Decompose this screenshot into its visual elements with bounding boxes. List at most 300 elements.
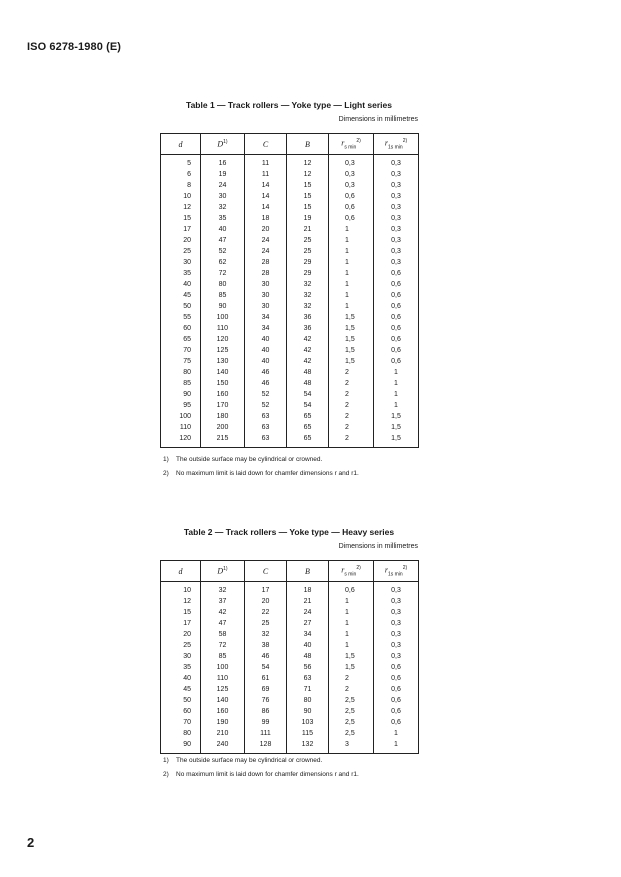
table-cell: 0,3 [374, 629, 419, 640]
table-cell: 12 [287, 169, 329, 180]
table-cell: 1,5 [329, 345, 374, 356]
table-cell: 1 [329, 224, 374, 235]
table-cell: 0,6 [374, 662, 419, 673]
table-cell: 85 [201, 290, 245, 301]
table1-block [160, 100, 418, 448]
table-cell: 1 [329, 279, 374, 290]
table-cell: 46 [245, 651, 287, 662]
table-row [161, 582, 419, 597]
table-cell: 2 [329, 378, 374, 389]
table-cell: 1 [329, 629, 374, 640]
table-cell: 1 [329, 246, 374, 257]
table-cell: 1 [329, 290, 374, 301]
table-cell: 30 [245, 279, 287, 290]
table-cell: 0,3 [374, 618, 419, 629]
table-cell: 90 [183, 391, 191, 398]
table-cell: 140 [201, 695, 245, 706]
table1-units: Dimensions in millimetres [338, 116, 418, 123]
table-cell: 11 [245, 155, 287, 170]
table-cell: 120 [179, 435, 191, 442]
table-cell: 30 [183, 653, 191, 660]
table1-note-1: 1) The outside surface may be cylindrical or crowned. [163, 456, 323, 463]
table-cell: 50 [183, 697, 191, 704]
table-cell: 28 [245, 257, 287, 268]
table-cell: 130 [201, 356, 245, 367]
table-cell: 62 [201, 257, 245, 268]
table-cell: 80 [287, 695, 329, 706]
table-row [161, 323, 419, 334]
table-cell: 15 [183, 215, 191, 222]
table-cell: 48 [287, 367, 329, 378]
table-cell: 30 [245, 301, 287, 312]
table-row [161, 695, 419, 706]
table-row [161, 651, 419, 662]
table-cell: 128 [245, 739, 287, 754]
table-cell: 0,3 [374, 213, 419, 224]
table-cell: 85 [183, 380, 191, 387]
table-cell: 0,3 [374, 202, 419, 213]
table-cell: 24 [245, 246, 287, 257]
table-cell: 76 [245, 695, 287, 706]
table-cell: 25 [245, 618, 287, 629]
table-cell: 61 [245, 673, 287, 684]
table-cell: 12 [287, 155, 329, 170]
table-row [161, 673, 419, 684]
table-cell: 12 [183, 204, 191, 211]
table-cell: 32 [287, 290, 329, 301]
table-cell: 140 [201, 367, 245, 378]
table-cell: 215 [201, 433, 245, 448]
table-cell: 110 [201, 323, 245, 334]
table-cell: 1,5 [329, 651, 374, 662]
table-cell: 30 [183, 259, 191, 266]
table-cell: 100 [201, 662, 245, 673]
table-row [161, 618, 419, 629]
table2-col-D: $D^{1)}$ [201, 561, 245, 582]
table-cell: 72 [201, 640, 245, 651]
table-cell: 0,3 [374, 169, 419, 180]
table-cell: 100 [201, 312, 245, 323]
table2-body [161, 582, 419, 754]
table-cell: 29 [287, 268, 329, 279]
table-cell: 80 [201, 279, 245, 290]
table-cell: 70 [183, 347, 191, 354]
table-row [161, 607, 419, 618]
table-cell: 2,5 [329, 695, 374, 706]
table2-block [160, 527, 418, 754]
table-cell: 0,3 [374, 640, 419, 651]
table-cell: 15 [287, 191, 329, 202]
table-cell: 0,3 [374, 257, 419, 268]
table-cell: 0,6 [374, 673, 419, 684]
table-cell: 18 [245, 213, 287, 224]
table-cell: 32 [287, 279, 329, 290]
table-cell: 2 [329, 389, 374, 400]
table-row [161, 411, 419, 422]
table-cell: 0,6 [374, 334, 419, 345]
table-cell: 34 [245, 323, 287, 334]
table-row [161, 268, 419, 279]
table-cell: 0,6 [374, 695, 419, 706]
table-cell: 0,3 [374, 235, 419, 246]
table-cell: 0,6 [374, 706, 419, 717]
table-cell: 63 [245, 433, 287, 448]
table-cell: 0,3 [374, 596, 419, 607]
table-cell: 0,3 [374, 607, 419, 618]
table-cell: 32 [201, 582, 245, 597]
table-cell: 2 [329, 411, 374, 422]
table2-col-C: C [245, 561, 287, 582]
table-row [161, 367, 419, 378]
table-cell: 40 [245, 334, 287, 345]
table2-notes [163, 757, 359, 785]
table-cell: 0,6 [374, 279, 419, 290]
table2 [160, 560, 419, 754]
table-cell: 20 [245, 596, 287, 607]
table-cell: 1 [374, 400, 419, 411]
table-cell: 45 [183, 686, 191, 693]
table-cell: 2 [329, 367, 374, 378]
table2-col-rs-min: $r_{s min}^{2)}$ [329, 561, 374, 582]
table-cell: 48 [287, 651, 329, 662]
table-cell: 170 [201, 400, 245, 411]
table-cell: 2 [329, 422, 374, 433]
table-cell: 29 [287, 257, 329, 268]
table-row [161, 224, 419, 235]
table-cell: 58 [201, 629, 245, 640]
table-cell: 25 [287, 235, 329, 246]
table-row [161, 334, 419, 345]
table-cell: 20 [183, 237, 191, 244]
table-cell: 0,3 [374, 582, 419, 597]
table-cell: 1 [329, 257, 374, 268]
table-cell: 1 [329, 607, 374, 618]
table-cell: 1 [374, 739, 419, 754]
table-cell: 17 [183, 226, 191, 233]
table-row [161, 191, 419, 202]
table-cell: 120 [201, 334, 245, 345]
table-row [161, 422, 419, 433]
table-cell: 1 [374, 378, 419, 389]
table-row [161, 717, 419, 728]
table-cell: 17 [245, 582, 287, 597]
table-cell: 80 [183, 369, 191, 376]
table-cell: 14 [245, 180, 287, 191]
table-cell: 2,5 [329, 717, 374, 728]
table-cell: 86 [245, 706, 287, 717]
table-cell: 14 [245, 202, 287, 213]
table-row [161, 684, 419, 695]
table-row [161, 301, 419, 312]
table-row [161, 155, 419, 170]
table-cell: 2 [329, 684, 374, 695]
table-cell: 18 [287, 582, 329, 597]
table-cell: 1 [329, 618, 374, 629]
table-cell: 0,6 [329, 191, 374, 202]
table-cell: 32 [245, 629, 287, 640]
table-cell: 63 [245, 422, 287, 433]
table1-col-d: d [161, 134, 201, 155]
table-cell: 0,6 [329, 202, 374, 213]
table-cell: 35 [183, 270, 191, 277]
table-cell: 132 [287, 739, 329, 754]
table-cell: 27 [287, 618, 329, 629]
table-row [161, 180, 419, 191]
table-cell: 6 [187, 171, 191, 178]
table-cell: 1,5 [374, 411, 419, 422]
table-cell: 20 [183, 631, 191, 638]
document-header: ISO 6278-1980 (E) [27, 41, 122, 53]
table-cell: 40 [183, 281, 191, 288]
table-row [161, 728, 419, 739]
table2-title: Table 2 — Track rollers — Yoke type — Heavy series [183, 527, 395, 537]
table-cell: 35 [201, 213, 245, 224]
table-row [161, 433, 419, 448]
table-cell: 42 [287, 356, 329, 367]
table-cell: 1,5 [374, 433, 419, 448]
table-cell: 46 [245, 378, 287, 389]
table-cell: 0,6 [374, 268, 419, 279]
table-cell: 115 [287, 728, 329, 739]
table-cell: 0,3 [329, 180, 374, 191]
table-cell: 99 [245, 717, 287, 728]
table1-title: Table 1 — Track rollers — Yoke type — Light series [186, 100, 392, 110]
table-cell: 40 [183, 675, 191, 682]
table-cell: 52 [245, 389, 287, 400]
table2-units: Dimensions in millimetres [338, 543, 418, 550]
table1-col-C: C [245, 134, 287, 155]
table1-col-B: B [287, 134, 329, 155]
table-cell: 0,3 [374, 180, 419, 191]
table-cell: 71 [287, 684, 329, 695]
table-cell: 54 [287, 389, 329, 400]
table1-col-rs-min: $r_{s min}^{2)}$ [329, 134, 374, 155]
table-cell: 52 [245, 400, 287, 411]
table-row [161, 596, 419, 607]
table-cell: 0,3 [374, 246, 419, 257]
table-cell: 0,3 [374, 155, 419, 170]
table-cell: 12 [183, 598, 191, 605]
table-cell: 0,3 [329, 155, 374, 170]
table-cell: 14 [245, 191, 287, 202]
table-cell: 0,6 [329, 582, 374, 597]
table-cell: 1 [374, 728, 419, 739]
table-cell: 46 [245, 367, 287, 378]
table-cell: 15 [183, 609, 191, 616]
table-cell: 54 [245, 662, 287, 673]
table1-col-D: $D^{1)}$ [201, 134, 245, 155]
table-cell: 48 [287, 378, 329, 389]
table-cell: 36 [287, 312, 329, 323]
table-cell: 25 [183, 642, 191, 649]
table-cell: 37 [201, 596, 245, 607]
table-cell: 65 [183, 336, 191, 343]
table-row [161, 739, 419, 754]
table-cell: 100 [179, 413, 191, 420]
table-cell: 0,6 [374, 356, 419, 367]
table-cell: 20 [245, 224, 287, 235]
table-cell: 0,6 [374, 312, 419, 323]
table-cell: 1 [329, 596, 374, 607]
table-cell: 15 [287, 180, 329, 191]
table-cell: 1 [329, 301, 374, 312]
table-row [161, 312, 419, 323]
table-cell: 5 [187, 160, 191, 167]
table-cell: 1 [374, 389, 419, 400]
table-cell: 21 [287, 224, 329, 235]
table-row [161, 169, 419, 180]
table-cell: 65 [287, 411, 329, 422]
table-cell: 0,6 [374, 684, 419, 695]
table-cell: 60 [183, 325, 191, 332]
table-row [161, 629, 419, 640]
table-row [161, 662, 419, 673]
table-row [161, 279, 419, 290]
table-cell: 0,3 [374, 224, 419, 235]
table-cell: 90 [183, 741, 191, 748]
table-cell: 0,6 [329, 213, 374, 224]
table-cell: 63 [287, 673, 329, 684]
table-cell: 0,6 [374, 323, 419, 334]
table-cell: 32 [201, 202, 245, 213]
table-cell: 1 [329, 640, 374, 651]
table-cell: 21 [287, 596, 329, 607]
table-cell: 1,5 [329, 356, 374, 367]
table-cell: 47 [201, 618, 245, 629]
table-cell: 40 [245, 345, 287, 356]
table2-header-row [161, 561, 419, 582]
table-cell: 0,3 [374, 191, 419, 202]
table-cell: 17 [183, 620, 191, 627]
table-cell: 8 [187, 182, 191, 189]
table2-col-B: B [287, 561, 329, 582]
table-cell: 24 [245, 235, 287, 246]
table-cell: 40 [201, 224, 245, 235]
table-cell: 30 [245, 290, 287, 301]
table-cell: 0,3 [329, 169, 374, 180]
table-cell: 111 [245, 728, 287, 739]
table-cell: 1 [374, 367, 419, 378]
table-cell: 0,6 [374, 345, 419, 356]
table-cell: 200 [201, 422, 245, 433]
table-row [161, 290, 419, 301]
table-row [161, 213, 419, 224]
table-cell: 85 [201, 651, 245, 662]
table-cell: 55 [183, 314, 191, 321]
table-cell: 90 [287, 706, 329, 717]
table-cell: 2 [329, 400, 374, 411]
page-number: 2 [27, 835, 35, 850]
table-cell: 180 [201, 411, 245, 422]
table-cell: 1 [329, 235, 374, 246]
table2-note-2: 2) No maximum limit is laid down for chamfer dimensions r and r1. [163, 771, 359, 778]
table-cell: 16 [201, 155, 245, 170]
table-row [161, 400, 419, 411]
table-row [161, 202, 419, 213]
table-cell: 38 [245, 640, 287, 651]
table-cell: 42 [287, 345, 329, 356]
table-row [161, 235, 419, 246]
table-cell: 11 [245, 169, 287, 180]
table-cell: 42 [201, 607, 245, 618]
table-cell: 1,5 [329, 323, 374, 334]
table1-body [161, 155, 419, 448]
table-cell: 28 [245, 268, 287, 279]
table-cell: 45 [183, 292, 191, 299]
table-cell: 70 [183, 719, 191, 726]
table-cell: 72 [201, 268, 245, 279]
table-cell: 75 [183, 358, 191, 365]
table-cell: 47 [201, 235, 245, 246]
table-cell: 110 [201, 673, 245, 684]
table2-note-1: 1) The outside surface may be cylindrical or crowned. [163, 757, 323, 764]
table-cell: 1,5 [329, 662, 374, 673]
table-cell: 2 [329, 673, 374, 684]
table-cell: 60 [183, 708, 191, 715]
table-row [161, 246, 419, 257]
table-cell: 65 [287, 433, 329, 448]
table-cell: 0,3 [374, 651, 419, 662]
table-row [161, 378, 419, 389]
table2-col-r1s-min: $r_{1s min}^{2)}$ [374, 561, 419, 582]
table-cell: 54 [287, 400, 329, 411]
table-cell: 240 [201, 739, 245, 754]
table1-col-r1s-min: $r_{1s min}^{2)}$ [374, 134, 419, 155]
table-cell: 25 [183, 248, 191, 255]
table-cell: 19 [201, 169, 245, 180]
table-cell: 34 [245, 312, 287, 323]
table-cell: 1,5 [374, 422, 419, 433]
table-cell: 56 [287, 662, 329, 673]
table-cell: 36 [287, 323, 329, 334]
table-cell: 95 [183, 402, 191, 409]
table-cell: 190 [201, 717, 245, 728]
table-cell: 24 [287, 607, 329, 618]
table-cell: 150 [201, 378, 245, 389]
table-cell: 40 [287, 640, 329, 651]
table-cell: 69 [245, 684, 287, 695]
table-cell: 90 [201, 301, 245, 312]
table-cell: 0,6 [374, 717, 419, 728]
table-cell: 15 [287, 202, 329, 213]
table-cell: 65 [287, 422, 329, 433]
table-cell: 125 [201, 345, 245, 356]
table-cell: 35 [183, 664, 191, 671]
table-cell: 32 [287, 301, 329, 312]
table-cell: 25 [287, 246, 329, 257]
table1-notes [163, 456, 359, 484]
table-cell: 34 [287, 629, 329, 640]
table-cell: 52 [201, 246, 245, 257]
table-cell: 110 [179, 424, 191, 431]
table-cell: 24 [201, 180, 245, 191]
table-row [161, 389, 419, 400]
table-row [161, 345, 419, 356]
table-cell: 125 [201, 684, 245, 695]
table-cell: 103 [287, 717, 329, 728]
table-cell: 160 [201, 389, 245, 400]
table-cell: 40 [245, 356, 287, 367]
table-row [161, 706, 419, 717]
table-cell: 1 [329, 268, 374, 279]
table-cell: 0,6 [374, 301, 419, 312]
table-cell: 30 [201, 191, 245, 202]
table1-header-row [161, 134, 419, 155]
table-cell: 42 [287, 334, 329, 345]
table-cell: 2,5 [329, 706, 374, 717]
table1-note-2: 2) No maximum limit is laid down for chamfer dimensions r and r1. [163, 470, 359, 477]
table-cell: 10 [183, 587, 191, 594]
